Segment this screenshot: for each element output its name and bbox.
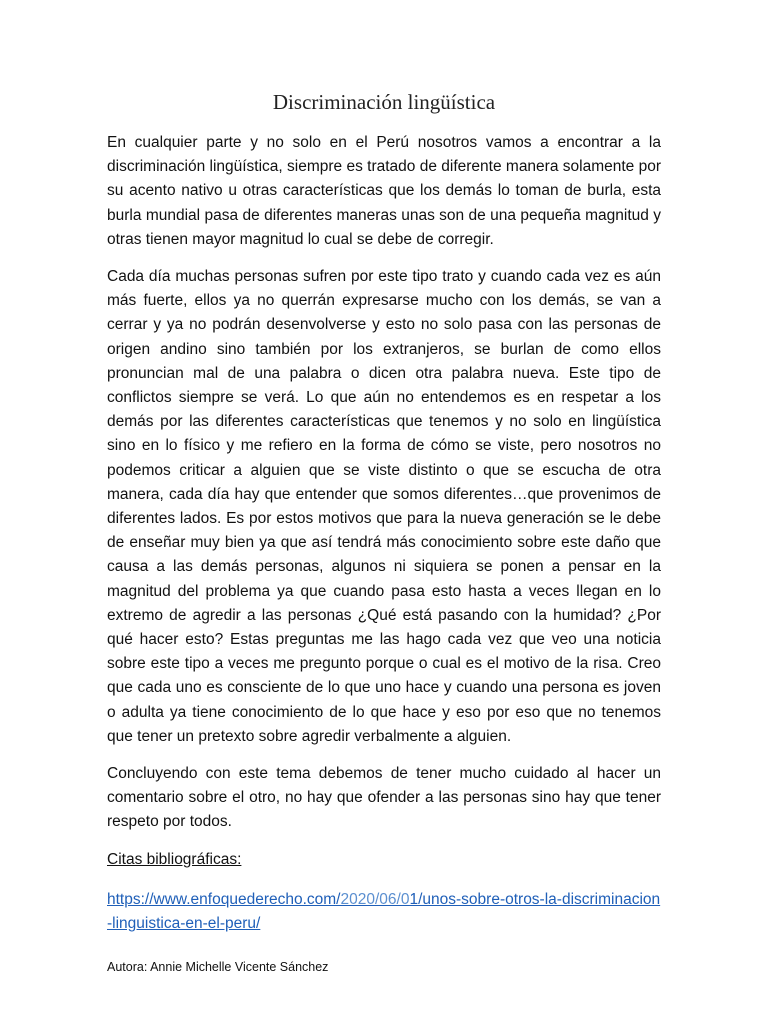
paragraph-main: Cada día muchas personas sufren por este tipo trato y cuando cada vez es aún más fuerte, ellos ya no querrán expresarse mucho con los demás, se van a cerrar y ya no podrán desenvolverse y esto no solo pasa con las personas de origen andino sino también por los extranjeros, se burlan de como ellos pronuncian mal de una palabra o dicen otra palabra nueva. Este tipo de conflictos siempre se verá. Lo que aún no entendemos es en respetar a los demás por las diferentes características que tenemos y no solo en lingüística sino en lo físico y me refiero en la forma de cómo se viste, pero nosotros no podemos criticar a alguien que se viste distinto o que se escucha de otra manera, cada día hay que entender que somos diferentes…que provenimos de diferentes lados. Es por estos motivos que para la nueva generación se le debe de enseñar muy bien ya que así tendrá más conocimiento sobre este daño que causa a las demás personas, algunos ni siquiera se ponen a pensar en la magnitud del problema ya que cuando pasa esto hasta a veces llegan en lo extremo de agredir a las personas ¿Qué está pasando con la humidad? ¿Por qué hacer esto? Estas preguntas me las hago cada vez que veo una noticia sobre este tipo a veces me pregunto porque o cual es el motivo de la risa. Creo que cada uno es consciente de lo que uno hace y cuando una persona es joven o adulta ya tiene conocimiento de lo que hace y eso por eso que no tenemos que tener un pretexto sobre agredir verbalmente a alguien. — [107, 268, 661, 745]
document-body — [107, 131, 661, 936]
paragraph-intro: En cualquier parte y no solo en el Perú nosotros vamos a encontrar a la discriminación lingüística, siempre es tratado de diferente manera solamente por su acento nativo u otras características que los demás lo toman de burla, esta burla mundial pasa de diferentes maneras unas son de una pequeña magnitud y otras tienen mayor magnitud lo cual se debe de corregir. — [107, 134, 661, 248]
reference-link-date[interactable]: 2020/06/0 — [340, 890, 410, 908]
reference-link-domain[interactable]: https://www.enfoquederecho.com/ — [107, 890, 341, 908]
paragraph-conclusion: Concluyendo con este tema debemos de tener mucho cuidado al hacer un comentario sobre el otro, no hay que ofender a las personas sino hay que tener respeto por todos. — [107, 765, 661, 831]
references-heading: Citas bibliográficas: — [107, 850, 242, 868]
reference-link[interactable] — [107, 888, 661, 936]
author-line: Autora: Annie Michelle Vicente Sánchez — [107, 960, 329, 974]
reference-link-path[interactable]: 1/unos-sobre-otros-la-discriminacion-linguistica-en-el-peru/ — [107, 890, 661, 932]
document-title: Discriminación lingüística — [272, 90, 496, 114]
